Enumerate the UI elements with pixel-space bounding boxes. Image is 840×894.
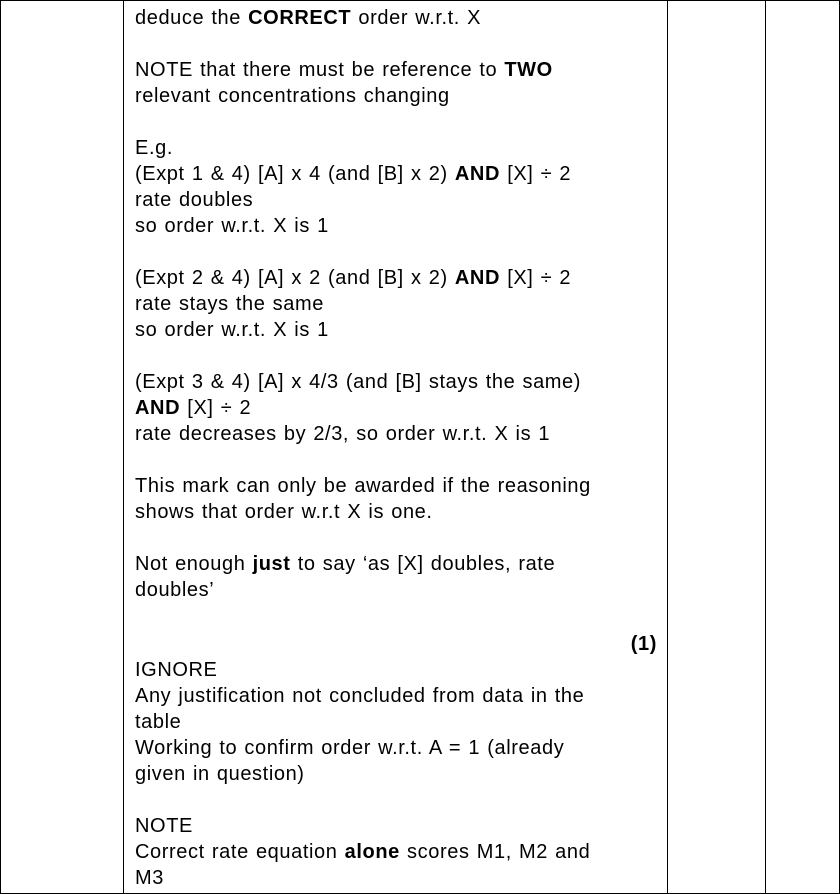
text: to say ‘as [X] doubles, rate (290, 553, 556, 575)
text-line: E.g. (135, 137, 173, 159)
text-line: rate doubles (135, 189, 254, 211)
text: [X] ÷ 2 (180, 397, 252, 419)
text-line: doubles’ (135, 579, 215, 601)
text-line: rate decreases by 2/3, so order w.r.t. X is 1 (135, 423, 551, 445)
text-line (135, 839, 657, 865)
text: Not enough (135, 553, 253, 575)
bold-text: AND (454, 267, 501, 289)
column-divider (765, 1, 766, 893)
text: deduce the (135, 7, 249, 29)
bold-text: AND (135, 397, 181, 419)
bold-text: just (252, 553, 291, 575)
text: order w.r.t. X (351, 7, 482, 29)
text-line: so order w.r.t. X is 1 (135, 215, 329, 237)
text-line: Any justification not concluded from data in the (135, 685, 585, 707)
text-line: rate stays the same (135, 293, 324, 315)
bold-text: AND (454, 163, 501, 185)
text-line: table (135, 711, 182, 733)
text-line: given in question) (135, 763, 305, 785)
text-line (135, 161, 657, 187)
text-line (135, 5, 657, 31)
text-line: (Expt 3 & 4) [A] x 4/3 (and [B] stays the same) (135, 371, 582, 393)
text-line: M3 (135, 867, 164, 889)
text-line (135, 551, 657, 577)
text: Correct rate equation (135, 841, 345, 863)
text-line: IGNORE (135, 659, 218, 681)
bold-text: CORRECT (248, 7, 352, 29)
text-line (135, 395, 657, 421)
text: scores M1, M2 and (399, 841, 591, 863)
bold-text: alone (344, 841, 400, 863)
text-line (135, 57, 657, 83)
text: NOTE that there must be reference to (135, 59, 505, 81)
text-line (135, 265, 657, 291)
text-line: This mark can only be awarded if the reasoning (135, 475, 591, 497)
text: (Expt 1 & 4) [A] x 4 (and [B] x 2) (135, 163, 455, 185)
text-line: relevant concentrations changing (135, 85, 450, 107)
text: [X] ÷ 2 (500, 267, 572, 289)
text-line: so order w.r.t. X is 1 (135, 319, 329, 341)
text: (Expt 2 & 4) [A] x 2 (and [B] x 2) (135, 267, 455, 289)
column-divider (123, 1, 124, 893)
text-line: Working to confirm order w.r.t. A = 1 (already (135, 737, 565, 759)
mark-value: (1) (630, 633, 657, 655)
text: [X] ÷ 2 (500, 163, 572, 185)
column-divider (667, 1, 668, 893)
answer-cell (135, 5, 657, 891)
text-line: NOTE (135, 815, 193, 837)
text-line: shows that order w.r.t X is one. (135, 501, 433, 523)
bold-text: TWO (504, 59, 553, 81)
